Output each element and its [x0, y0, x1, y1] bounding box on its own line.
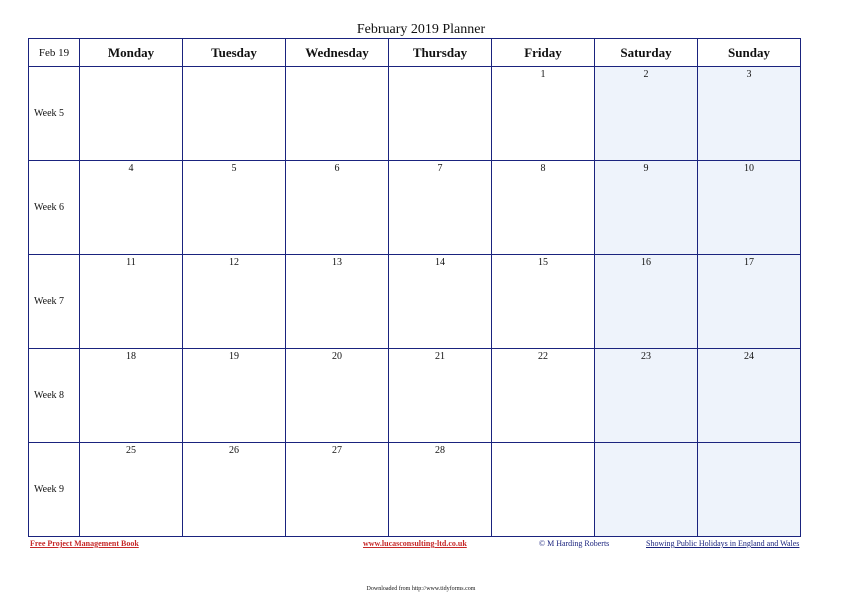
day-cell[interactable] — [389, 443, 492, 537]
calendar-grid — [28, 38, 801, 537]
weekday-header-thursday: Thursday — [389, 39, 492, 67]
day-number: 26 — [229, 445, 239, 456]
day-cell[interactable] — [492, 349, 595, 443]
day-cell[interactable] — [183, 443, 286, 537]
day-cell[interactable] — [286, 255, 389, 349]
day-cell[interactable] — [492, 255, 595, 349]
day-cell[interactable] — [80, 349, 183, 443]
day-cell[interactable] — [389, 161, 492, 255]
weekday-header-sunday: Sunday — [698, 39, 801, 67]
day-number: 7 — [437, 163, 443, 174]
weekday-header-row — [29, 39, 801, 67]
weekday-header-tuesday: Tuesday — [183, 39, 286, 67]
day-cell-weekend[interactable] — [595, 443, 698, 537]
day-cell-weekend[interactable] — [595, 349, 698, 443]
week-label: Week 5 — [29, 67, 80, 161]
weekday-header-monday: Monday — [80, 39, 183, 67]
day-cell[interactable] — [80, 67, 183, 161]
day-number: 5 — [231, 163, 237, 174]
day-cell-weekend[interactable] — [698, 255, 801, 349]
day-number: 9 — [643, 163, 649, 174]
day-number: 22 — [538, 351, 548, 362]
day-number: 14 — [435, 257, 445, 268]
day-cell[interactable] — [183, 255, 286, 349]
day-cell[interactable] — [492, 161, 595, 255]
day-cell[interactable] — [286, 443, 389, 537]
day-number: 27 — [332, 445, 342, 456]
day-cell-weekend[interactable] — [698, 443, 801, 537]
day-cell-weekend[interactable] — [698, 161, 801, 255]
day-number: 11 — [126, 257, 136, 268]
day-cell-weekend[interactable] — [698, 67, 801, 161]
day-number: 28 — [435, 445, 445, 456]
day-cell[interactable] — [492, 67, 595, 161]
project-management-book-link[interactable]: Free Project Management Book — [30, 539, 139, 548]
week-label: Week 7 — [29, 255, 80, 349]
day-cell[interactable] — [183, 161, 286, 255]
day-cell[interactable] — [286, 67, 389, 161]
day-cell[interactable] — [286, 161, 389, 255]
day-number: 25 — [126, 445, 136, 456]
planner-title: February 2019 Planner — [356, 22, 486, 37]
day-cell[interactable] — [80, 255, 183, 349]
download-source-text: Downloaded from http://www.tidyforms.com — [366, 586, 476, 592]
copyright-text: © M Harding Roberts — [539, 539, 610, 548]
day-cell-weekend[interactable] — [595, 161, 698, 255]
day-cell[interactable] — [286, 349, 389, 443]
day-number: 1 — [540, 69, 546, 80]
day-number: 2 — [643, 69, 649, 80]
week-label: Week 9 — [29, 443, 80, 537]
public-holidays-link[interactable]: Showing Public Holidays in England and Wales — [646, 539, 800, 548]
day-number: 18 — [126, 351, 136, 362]
day-number: 23 — [641, 351, 651, 362]
day-number: 20 — [332, 351, 342, 362]
week-label: Week 8 — [29, 349, 80, 443]
week-row — [29, 161, 801, 255]
day-number: 10 — [744, 163, 754, 174]
week-row — [29, 67, 801, 161]
day-cell-weekend[interactable] — [595, 255, 698, 349]
day-number: 16 — [641, 257, 651, 268]
weekday-header-friday: Friday — [492, 39, 595, 67]
day-number: 4 — [128, 163, 134, 174]
week-row — [29, 349, 801, 443]
day-number: 13 — [332, 257, 342, 268]
day-number: 17 — [744, 257, 754, 268]
day-cell[interactable] — [80, 443, 183, 537]
day-cell-weekend[interactable] — [698, 349, 801, 443]
week-row — [29, 255, 801, 349]
day-number: 12 — [229, 257, 239, 268]
month-label: Feb 19 — [29, 39, 80, 67]
day-number: 19 — [229, 351, 239, 362]
weekday-header-saturday: Saturday — [595, 39, 698, 67]
week-label: Week 6 — [29, 161, 80, 255]
weekday-header-wednesday: Wednesday — [286, 39, 389, 67]
day-number: 24 — [744, 351, 754, 362]
day-number: 15 — [538, 257, 548, 268]
day-number: 21 — [435, 351, 445, 362]
day-cell[interactable] — [389, 67, 492, 161]
day-cell[interactable] — [389, 255, 492, 349]
day-number: 6 — [334, 163, 340, 174]
week-row — [29, 443, 801, 537]
day-cell[interactable] — [183, 67, 286, 161]
day-cell[interactable] — [80, 161, 183, 255]
day-cell[interactable] — [183, 349, 286, 443]
day-number: 3 — [746, 69, 752, 80]
day-cell[interactable] — [492, 443, 595, 537]
day-cell-weekend[interactable] — [595, 67, 698, 161]
day-cell[interactable] — [389, 349, 492, 443]
lucas-consulting-link[interactable]: www.lucasconsulting-ltd.co.uk — [363, 539, 467, 548]
day-number: 8 — [540, 163, 546, 174]
